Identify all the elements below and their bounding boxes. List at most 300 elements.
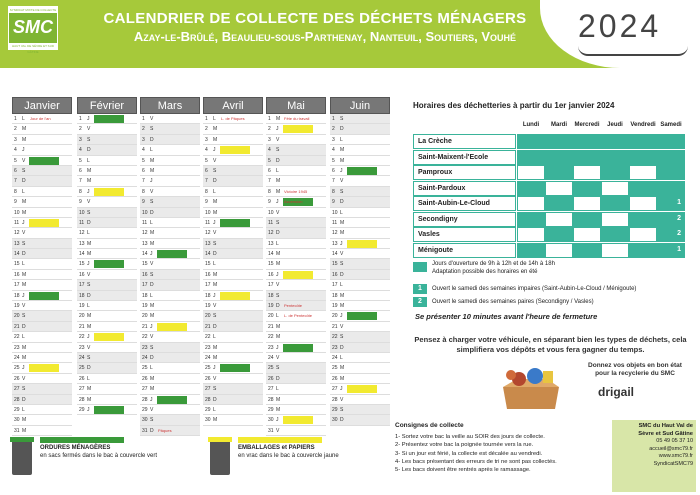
day-row [12,343,72,353]
horaires-title: Horaires des déchetteries à partir du 1er janvier 2024 [413,101,615,110]
schedule-cell [573,181,601,196]
day-number: 26 [142,375,148,382]
schedule-cell [657,150,685,165]
consigne-item: 2- Présentez votre bac la poignée tournée vers la rue. [395,442,534,449]
day-letter: M [87,251,92,258]
day-letter: L [276,240,279,247]
day-number: 14 [205,251,211,258]
day-row [140,239,200,249]
day-letter: D [87,365,91,372]
month-header: Février [77,97,137,114]
day-number: 13 [268,240,274,247]
day-row [77,343,137,353]
day-number: 1 [14,116,17,122]
day-letter: J [150,323,153,330]
day-row [266,363,326,373]
collect-om-mark [94,115,124,123]
day-letter: S [276,292,280,299]
day-row [266,374,326,384]
schedule-cell [545,243,573,258]
day-number: 19 [268,303,274,310]
day-letter: L [150,292,153,299]
day-letter: J [276,126,279,133]
day-letter: L [87,303,90,310]
day-row [77,166,137,176]
day-row [266,228,326,238]
day-letter: V [340,323,344,330]
site-row [413,134,693,150]
schedule-cell [657,181,685,196]
day-number: 27 [332,386,338,393]
day-number: 20 [14,313,20,320]
day-number: 10 [14,209,20,216]
day-row [77,384,137,394]
day-row [12,187,72,197]
day-row [77,374,137,384]
day-letter: S [22,313,26,320]
day-number: 27 [79,386,85,393]
day-number: 17 [14,282,20,289]
smc-name-1: SMC du Haut Val de [638,423,693,429]
day-row [266,384,326,394]
day-row [77,322,137,332]
day-letter: J [276,199,279,206]
day-row [12,259,72,269]
day-number: 6 [332,167,335,174]
day-row [77,395,137,405]
day-letter: V [276,136,280,143]
day-row [77,176,137,186]
day-letter: S [150,199,154,206]
day-letter: M [276,396,281,403]
day-number: 12 [142,230,148,237]
day-row [266,405,326,415]
day-letter: M [22,417,27,424]
legend-open-1: Jours d'ouverture de 9h à 12h et de 14h à 18h [432,261,555,267]
day-number: 4 [268,147,271,154]
day-letter: M [213,199,218,206]
day-letter: M [150,230,155,237]
day-letter: L [340,209,343,216]
day-letter: D [150,209,154,216]
day-row [330,353,390,363]
day-number: 17 [79,282,85,289]
day-number: 8 [268,188,271,195]
day-row [266,270,326,280]
day-number: 15 [14,261,20,268]
day-letter: M [276,188,281,195]
day-letter: V [276,209,280,216]
day-row [77,218,137,228]
day-letter: S [87,354,91,361]
day-number: 11 [268,219,274,226]
schedule-cell [545,150,573,165]
day-number: 8 [142,188,145,195]
holiday-note: Pâques [158,427,172,433]
day-row [12,374,72,384]
day-row [203,384,263,394]
day-letter: M [87,167,92,174]
day-number: 18 [205,292,211,299]
schedule-cell [573,212,601,227]
day-number: 25 [14,365,20,372]
day-row [203,270,263,280]
day-row [203,208,263,218]
collect-emb-mark [220,146,250,154]
day-letter: J [213,292,216,299]
day-row [203,249,263,259]
day-number: 5 [79,157,82,164]
day-row [12,363,72,373]
day-row [203,311,263,321]
day-number: 26 [14,375,20,382]
day-row [330,384,390,394]
day-row [12,176,72,186]
day-row [266,291,326,301]
day-letter: M [87,396,92,403]
day-row [330,208,390,218]
day-row [203,301,263,311]
day-letter: M [213,417,218,424]
collect-emb-mark [220,292,250,300]
day-row [266,301,326,311]
day-number: 7 [332,178,335,185]
day-number: 19 [205,303,211,310]
schedule-cell [657,165,685,180]
day-number: 16 [268,271,274,278]
day-row [330,156,390,166]
day-row [140,228,200,238]
day-number: 10 [268,209,274,216]
day-number: 20 [142,313,148,320]
day-number: 17 [142,282,148,289]
day-row [12,415,72,425]
day-row [12,145,72,155]
site-name: Saint-Pardoux [413,181,516,196]
day-number: 28 [142,396,148,403]
day-letter: M [22,354,27,361]
month-column [12,97,72,436]
holiday-note: Jour de l'an [30,116,51,121]
day-row [330,291,390,301]
day-number: 6 [14,167,17,174]
day-number: 2 [79,126,82,133]
day-letter: S [276,147,280,154]
day-row [77,353,137,363]
schedule-cell [629,165,657,180]
day-row [140,280,200,290]
day-letter: V [340,396,344,403]
day-row [203,176,263,186]
day-number: 3 [142,136,145,143]
smc-contact-box [612,420,696,492]
legend-even-badge: 2 [413,297,427,307]
day-number: 21 [332,323,338,330]
day-number: 2 [332,126,335,133]
day-row [77,301,137,311]
page-title: CALENDRIER DE COLLECTE DES DÉCHETS MÉNAGERS [103,10,527,27]
day-number: 18 [79,292,85,299]
collect-om-mark [94,260,124,268]
day-number: 11 [205,219,211,226]
schedule-cell [657,212,685,227]
day-letter: V [87,344,91,351]
day-letter: M [22,136,27,143]
emb-title: EMBALLAGES et PAPIERS [238,445,315,451]
day-number: 14 [142,251,148,258]
day-row [203,343,263,353]
day-letter: S [87,282,91,289]
day-number: 3 [14,136,17,143]
consigne-item: 1- Sortez votre bac la veille au SOIR des jours de collecte. [395,434,545,440]
day-number: 15 [268,261,274,268]
day-letter: D [150,282,154,289]
site-name: Ménigoute [413,243,516,258]
day-number: 19 [14,303,20,310]
day-row [12,135,72,145]
day-number: 26 [268,375,274,382]
day-number: 12 [14,230,20,237]
day-number: 4 [142,147,145,154]
day-number: 24 [14,354,20,361]
day-letter: S [276,219,280,226]
day-number: 29 [332,406,338,413]
day-number: 14 [332,251,338,258]
collect-emb-mark [29,219,59,227]
day-letter: M [150,386,155,393]
day-number: 15 [142,261,148,268]
schedule-cell [517,212,545,227]
day-row [12,114,72,124]
day-letter: M [276,406,281,413]
day-letter: L [150,365,153,372]
day-number: 5 [205,157,208,164]
day-letter: J [87,334,90,341]
day-number: 29 [142,406,148,413]
day-number: 24 [79,354,85,361]
day-number: 27 [268,386,274,393]
collect-om-mark [220,364,250,372]
day-number: 12 [332,230,338,237]
collect-emb-mark [29,364,59,372]
day-row [330,228,390,238]
day-letter: D [340,417,344,424]
day-number: 21 [14,323,20,330]
day-letter: L [276,167,279,174]
day-number: 14 [268,251,274,258]
day-number: 9 [205,199,208,206]
day-letter: S [22,240,26,247]
day-letter: V [22,157,26,164]
smc-phone: 05 49 05 37 10 [656,438,693,445]
day-letter: V [150,188,154,195]
day-letter: L [213,116,216,122]
day-letter: M [87,323,92,330]
day-number: 3 [332,136,335,143]
day-number: 2 [14,126,17,133]
day-row [330,135,390,145]
day-row [330,374,390,384]
day-row [12,166,72,176]
day-row [203,363,263,373]
schedule-cell [657,134,685,149]
day-number: 18 [14,292,20,299]
day-letter: J [87,116,90,122]
day-number: 9 [14,199,17,206]
day-number: 6 [79,167,82,174]
day-row [266,197,326,207]
schedule-cell [601,212,629,227]
day-row [140,197,200,207]
site-name: Saint-Maixent-l'Ecole [413,150,516,165]
day-number: 11 [332,219,338,226]
day-row [77,270,137,280]
day-number: 16 [79,271,85,278]
day-row [77,228,137,238]
day-row [140,426,200,436]
day-letter: S [213,240,217,247]
day-number: 7 [205,178,208,185]
day-letter: S [213,386,217,393]
site-name: Pamproux [413,165,516,180]
day-row [266,145,326,155]
day-row [330,239,390,249]
emb-legend [238,437,339,460]
schedule-cell [573,196,601,211]
day-row [266,114,326,124]
legend-odd: Ouvert le samedi des semaines impaires (Saint-Aubin-Le-Cloud / Ménigoute) [432,286,637,292]
site-name: Vasles [413,227,516,242]
day-row [140,166,200,176]
day-number: 8 [79,188,82,195]
day-number: 19 [332,303,338,310]
day-letter: V [22,303,26,310]
day-number: 27 [14,386,20,393]
day-letter: M [22,271,27,278]
day-number: 31 [142,427,148,434]
day-letter: J [276,344,279,351]
smc-facebook[interactable]: SyndicatSMC79 [653,460,693,467]
day-number: 18 [268,292,274,299]
day-row [330,395,390,405]
day-row [140,291,200,301]
smc-web[interactable]: www.smc79.fr [658,453,693,460]
day-row [140,218,200,228]
schedule-cell [545,165,573,180]
day-row [330,270,390,280]
month-header: Mars [140,97,200,114]
day-row [140,301,200,311]
day-letter: S [22,167,26,174]
day-number: 21 [205,323,211,330]
day-letter: V [340,251,344,258]
day-letter: S [213,167,217,174]
day-letter: V [276,427,280,434]
day-number: 23 [142,344,148,351]
day-row [203,353,263,363]
day-number: 22 [332,334,338,341]
day-letter: V [213,303,217,310]
schedule-cell [517,227,545,242]
day-letter: D [87,219,91,226]
schedule-cell [573,243,601,258]
holiday-note: L. de Pentecôte [284,313,313,319]
schedule-cell [545,212,573,227]
day-letter: L [22,188,25,195]
saturday-badge: 2 [677,214,681,222]
day-row [140,395,200,405]
collect-om-mark [157,396,187,404]
day-row [77,114,137,124]
day-row [203,218,263,228]
day-letter: M [22,199,27,206]
day-number: 17 [205,282,211,289]
day-number: 8 [14,188,17,195]
day-row [12,124,72,134]
schedule-cell [517,196,545,211]
day-row [12,270,72,280]
day-letter: S [150,417,154,424]
schedule-cell [573,134,601,149]
day-letter: J [276,417,279,424]
day-letter: L [22,261,25,268]
smc-email[interactable]: accueil@smc79.fr [649,445,693,452]
day-row [140,114,200,124]
day-row [330,259,390,269]
day-number: 20 [205,313,211,320]
day-number: 16 [142,271,148,278]
day-letter: M [150,240,155,247]
day-number: 16 [14,271,20,278]
day-number: 25 [332,365,338,372]
day-letter: J [150,251,153,258]
legend-open-swatch [413,262,427,272]
day-row [203,259,263,269]
smc-logo [8,6,58,54]
day-row [12,322,72,332]
day-letter: J [22,292,25,299]
collect-emb-mark [94,333,124,341]
day-letter: M [213,282,218,289]
emb-text: en vrac dans le bac à couvercle jaune [238,453,339,459]
month-header: Janvier [12,97,72,114]
day-row [77,239,137,249]
om-color-bar [40,437,124,443]
site-row [413,165,693,181]
day-letter: M [340,230,345,237]
day-row [12,405,72,415]
day-row [140,124,200,134]
day-row [330,249,390,259]
day-number: 8 [332,188,335,195]
consignes-list [395,433,605,474]
day-letter: D [213,178,217,185]
day-number: 23 [332,344,338,351]
day-row [77,124,137,134]
yellow-bin-icon [210,437,230,475]
schedule-cell [517,134,545,149]
day-row [330,218,390,228]
day-number: 17 [268,282,274,289]
day-letter: D [22,323,26,330]
day-number: 28 [79,396,85,403]
holiday-note: Pentecôte [284,303,303,309]
day-letter: L [340,136,343,143]
day-letter: S [340,116,344,122]
day-number: 11 [142,219,148,226]
day-number: 7 [142,178,145,185]
day-number: 10 [205,209,211,216]
